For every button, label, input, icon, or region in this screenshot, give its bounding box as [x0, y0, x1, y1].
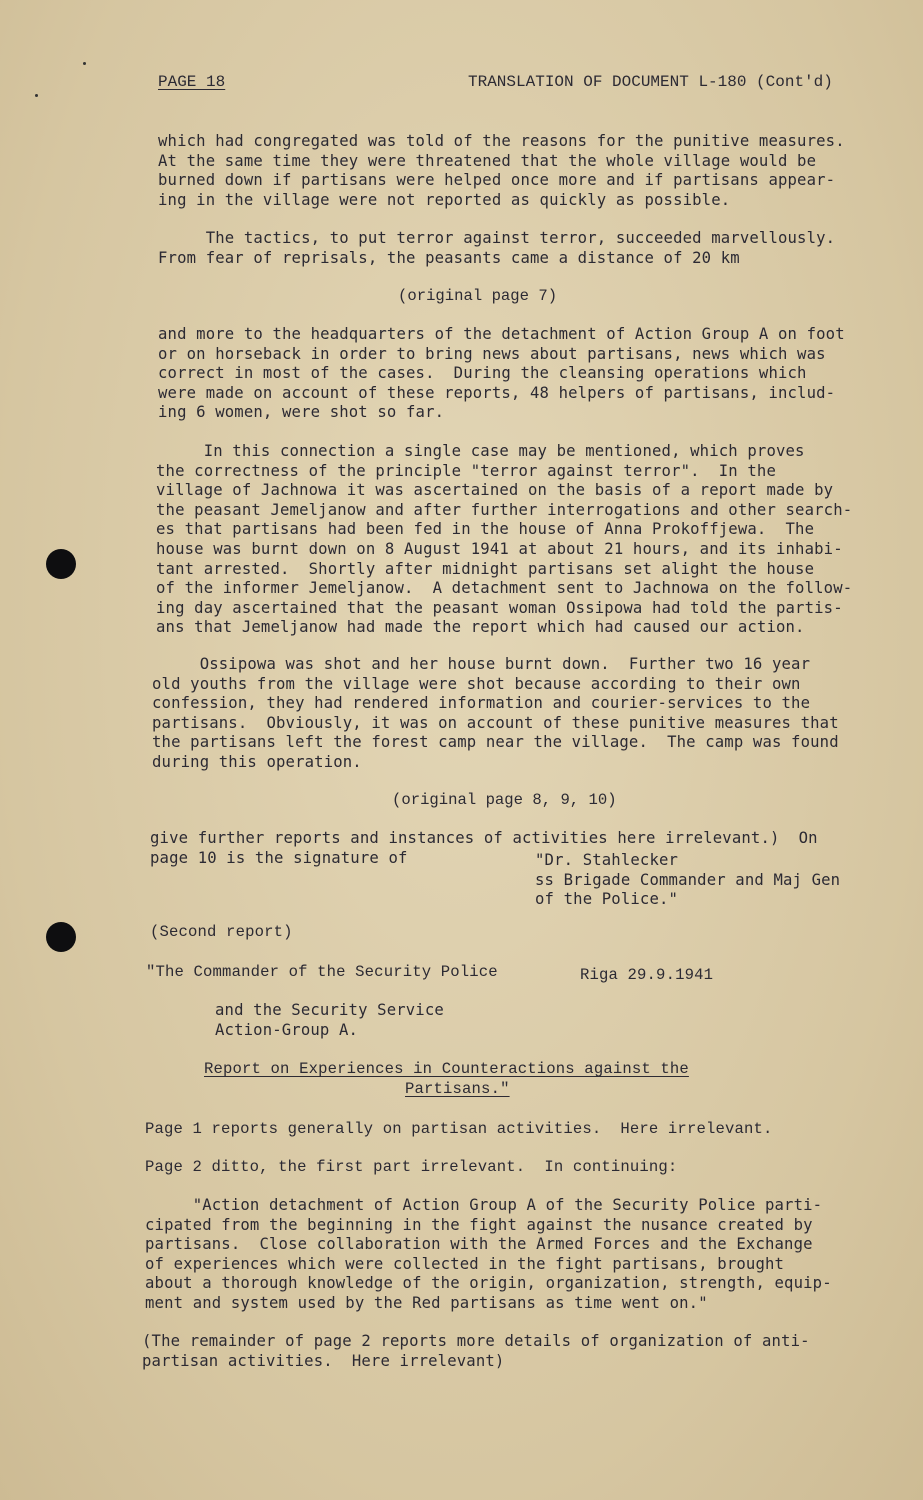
paragraph-3: and more to the headquarters of the detachment of Action Group A on foot or on horseback in order to bring news about partisans, news which was correct in most of the cases. During the cleansing operations which were made on account of these reports, 48 helpers of partisans, includ- ing 6 women, were shot so far. [158, 325, 845, 422]
paper-speck [35, 94, 38, 97]
page-number: PAGE 18 [158, 73, 226, 91]
second-report-label: (Second report) [150, 923, 293, 941]
punch-hole-bottom [46, 922, 76, 952]
quoted-paragraph: "Action detachment of Action Group A of the Security Police parti- cipated from the beginning in the fight against the nusance created by partisans. Close collaboration with the Armed Forces and the Exchange of experiences which were collected in the fight partisans, brought about a thorough knowledge of the origin, organization, strength, equip- ment and system used by the Red partisans as time went on." [145, 1196, 832, 1312]
page-2-note: Page 2 ditto, the first part irrelevant. In continuing: [145, 1158, 678, 1176]
paragraph-4: In this connection a single case may be mentioned, which proves the correctness of the principle "terror against terror". In the village of Jachnowa it was ascertained on the basis of a report made by the peasant Jemeljanow and after further interrogations and other search- es that partisans had been fed in the house of Anna Prokoffjewa. The house was burnt down on 8 August 1941 at about 21 hours, and its inhabi- tant arrested. Shortly after midnight partisans set alight the house of the informer Jemeljanow. A detachment sent to Jachnowa on the follow- ing day ascertained that the peasant woman Ossipowa had told the partis- ans that Jemeljanow had made the report which had caused our action. [156, 442, 853, 637]
paragraph-2: The tactics, to put terror against terror, succeeded marvellously. From fear of reprisals, the peasants came a distance of 20 km [158, 229, 836, 267]
paragraph-1: which had congregated was told of the reasons for the punitive measures. At the same time they were threatened that the whole village would be burned down if partisans were helped once more and if partisans appear- ing in the village were not reported as quickly as possible. [158, 132, 845, 209]
original-page-8-10-note: (original page 8, 9, 10) [392, 791, 617, 809]
remainder-note: (The remainder of page 2 reports more details of organization of anti- partisan activities. Here irrelevant) [142, 1332, 810, 1370]
paragraph-6-line-2: page 10 is the signature of [150, 849, 408, 867]
signature-block: "Dr. Stahlecker ss Brigade Commander and Maj Gen of the Police." [535, 851, 841, 909]
report-title-line-1: Report on Experiences in Counteractions against the [204, 1060, 689, 1078]
paragraph-6-line-1: give further reports and instances of activities here irrelevant.) On [150, 829, 818, 847]
document-title: TRANSLATION OF DOCUMENT L-180 (Cont'd) [468, 73, 833, 91]
page-1-note: Page 1 reports generally on partisan activities. Here irrelevant. [145, 1120, 773, 1138]
paragraph-5: Ossipowa was shot and her house burnt down. Further two 16 year old youths from the village were shot because according to their own confession, they had rendered information and courier-services to the partisans. Obviously, it was on account of these punitive measures that the partisans left the forest camp near the village. The camp was found during this operation. [152, 655, 839, 771]
paper-speck [83, 62, 86, 65]
security-service-block: and the Security Service Action-Group A. [215, 1001, 444, 1039]
punch-hole-top [46, 549, 76, 579]
riga-date: Riga 29.9.1941 [580, 966, 714, 984]
commander-line: "The Commander of the Security Police [146, 963, 498, 981]
original-page-7-note: (original page 7) [398, 287, 558, 305]
report-title-line-2: Partisans." [405, 1080, 510, 1098]
